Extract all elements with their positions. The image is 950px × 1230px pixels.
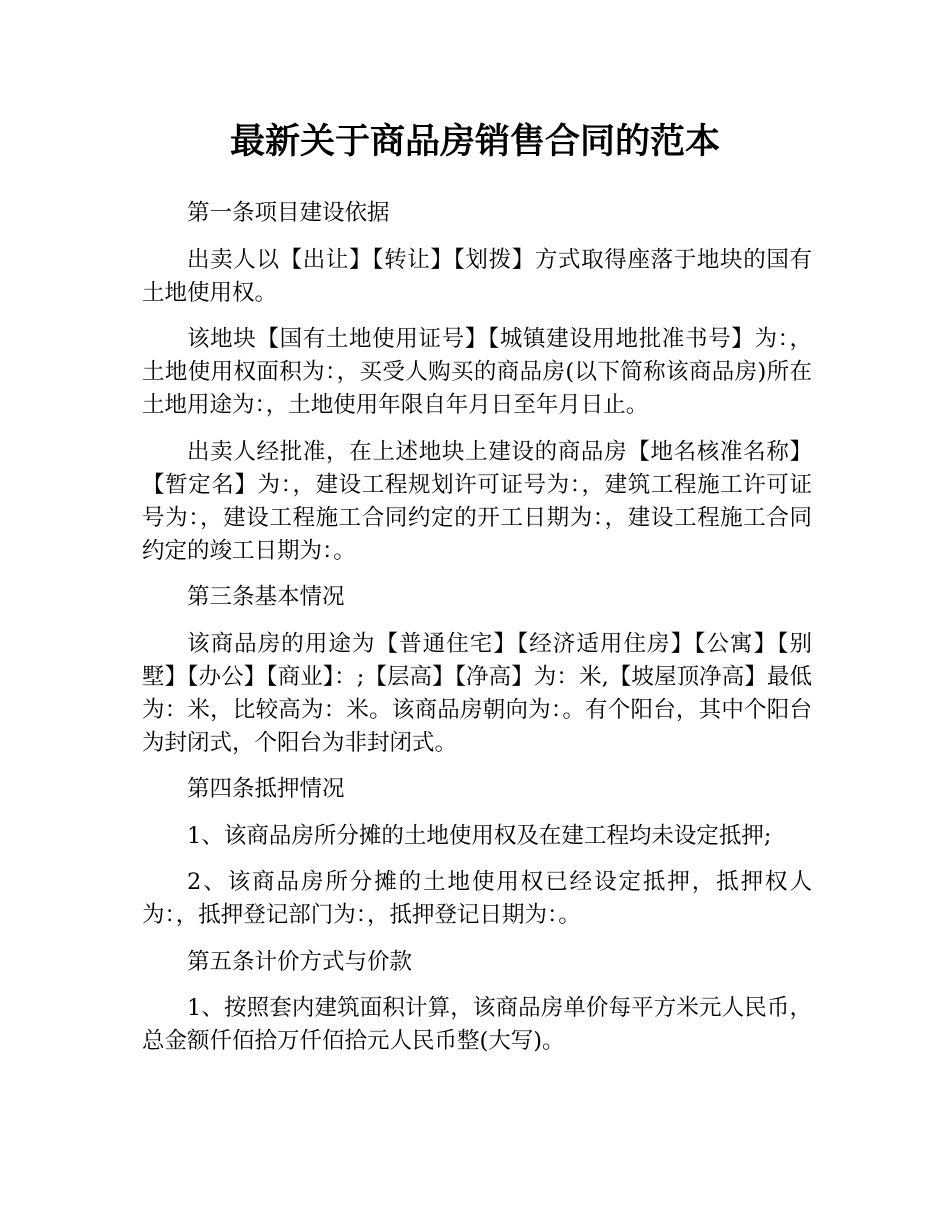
article-3-heading: 第三条基本情况 xyxy=(187,584,345,610)
paragraph-price-calculation: 1、按照套内建筑面积计算，该商品房单价每平方米元人民币，总金额仟佰拾万仟佰拾元人民币整(大写)。 xyxy=(142,995,812,1054)
paragraph-construction-approval: 出卖人经批准，在上述地块上建设的商品房【地名核准名称】【暂定名】为：，建设工程规划许可证号为：，建筑工程施工许可证号为：，建设工程施工合同约定的开工日期为：，建设工程施工合同约定的竣工日期为：。 xyxy=(142,438,812,564)
article-1-heading: 第一条项目建设依据 xyxy=(187,200,390,226)
paragraph-mortgage-none: 1、该商品房所分摊的土地使用权及在建工程均未设定抵押; xyxy=(187,822,772,849)
article-5-heading: 第五条计价方式与价款 xyxy=(187,948,413,975)
paragraph-land-certificate: 该地块【国有土地使用证号】【城镇建设用地批准书号】为：，土地使用权面积为：，买受人购买的商品房(以下简称该商品房)所在土地用途为：，土地使用年限自年月日至年月日止。 xyxy=(142,326,812,418)
paragraph-property-use: 该商品房的用途为【普通住宅】【经济适用住房】【公寓】【别墅】【办公】【商业】：;【层高】【净高】为：米,【坡屋顶净高】最低为：米，比较高为：米。该商品房朝向为：。有个阳台，其中个阳台为封闭式，个阳台为非封闭式。 xyxy=(142,630,812,756)
document-title: 最新关于商品房销售合同的范本 xyxy=(229,122,720,162)
paragraph-land-acquisition: 出卖人以【出让】【转让】【划拨】方式取得座落于地块的国有土地使用权。 xyxy=(142,246,812,306)
document-body xyxy=(142,197,812,1072)
paragraph-mortgage-set: 2、该商品房所分摊的土地使用权已经设定抵押，抵押权人为：，抵押登记部门为：，抵押登记日期为：。 xyxy=(142,869,812,928)
article-4-heading: 第四条抵押情况 xyxy=(187,776,345,802)
